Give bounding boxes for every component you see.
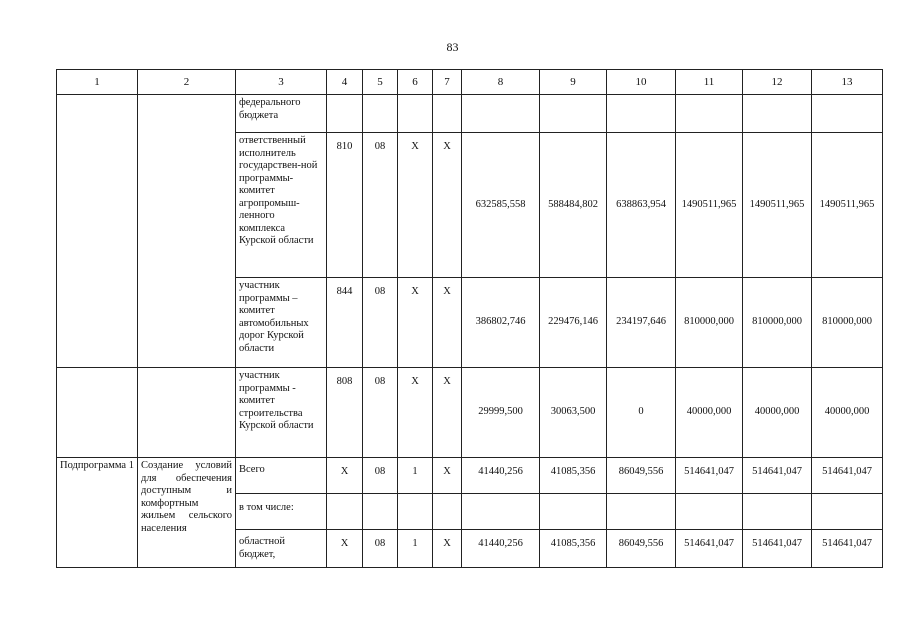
header-cell: 10 (607, 70, 676, 95)
header-cell: 1 (57, 70, 138, 95)
cell-value (676, 494, 743, 530)
cell-code: X (433, 368, 462, 458)
cell-subprogram-label: Подпрограмма 1 (57, 458, 138, 568)
cell-value: 514641,047 (743, 530, 812, 568)
cell-value: 86049,556 (607, 458, 676, 494)
cell-description: участник программы - комитет строительства Курской области (236, 368, 327, 458)
cell-value (462, 95, 540, 133)
cell-value (812, 95, 883, 133)
cell-value (676, 95, 743, 133)
cell-code: 844 (327, 278, 363, 368)
cell-value (743, 95, 812, 133)
cell-value: 0 (607, 368, 676, 458)
header-cell: 3 (236, 70, 327, 95)
cell-col2-empty (138, 95, 236, 368)
table-row (57, 368, 883, 458)
cell-subprogram-title: Создание условий для обеспечения доступным и комфортным жильем сельского населения (138, 458, 236, 568)
cell-value (812, 494, 883, 530)
cell-value: 41440,256 (462, 458, 540, 494)
cell-value (607, 95, 676, 133)
cell-code: X (398, 133, 433, 278)
cell-code: X (327, 458, 363, 494)
cell-code: 1 (398, 530, 433, 568)
cell-code: 08 (363, 530, 398, 568)
cell-value: 514641,047 (676, 530, 743, 568)
table-row (57, 458, 883, 494)
cell-code: 810 (327, 133, 363, 278)
cell-code: 08 (363, 368, 398, 458)
cell-value: 41085,356 (540, 530, 607, 568)
cell-description: Всего (236, 458, 327, 494)
header-cell: 6 (398, 70, 433, 95)
cell-value: 810000,000 (812, 278, 883, 368)
header-cell: 11 (676, 70, 743, 95)
cell-value (462, 494, 540, 530)
table-row (57, 95, 883, 133)
cell-description: в том числе: (236, 494, 327, 530)
cell-value: 40000,000 (812, 368, 883, 458)
cell-value: 40000,000 (743, 368, 812, 458)
cell-value: 1490511,965 (676, 133, 743, 278)
cell-code (398, 494, 433, 530)
page-number: 83 (446, 40, 459, 54)
cell-code: X (433, 133, 462, 278)
cell-col1-empty (57, 95, 138, 368)
cell-code: 08 (363, 133, 398, 278)
header-cell: 13 (812, 70, 883, 95)
cell-description: участник программы – комитет автомобильных дорог Курской области (236, 278, 327, 368)
header-row (57, 70, 883, 95)
cell-value: 514641,047 (812, 458, 883, 494)
header-cell: 5 (363, 70, 398, 95)
cell-code (433, 95, 462, 133)
cell-value: 638863,954 (607, 133, 676, 278)
cell-value: 514641,047 (676, 458, 743, 494)
cell-code (327, 494, 363, 530)
cell-col1-empty (57, 368, 138, 458)
cell-code: X (398, 278, 433, 368)
cell-value: 29999,500 (462, 368, 540, 458)
cell-value: 229476,146 (540, 278, 607, 368)
header-cell: 8 (462, 70, 540, 95)
cell-code (363, 494, 398, 530)
cell-code: 08 (363, 278, 398, 368)
cell-code: X (433, 458, 462, 494)
cell-value: 30063,500 (540, 368, 607, 458)
budget-table (56, 69, 883, 568)
cell-code: X (398, 368, 433, 458)
cell-code (433, 494, 462, 530)
cell-value: 86049,556 (607, 530, 676, 568)
cell-value: 1490511,965 (812, 133, 883, 278)
cell-value (540, 95, 607, 133)
cell-value (540, 494, 607, 530)
cell-description: областной бюджет, (236, 530, 327, 568)
cell-value: 514641,047 (743, 458, 812, 494)
cell-value: 588484,802 (540, 133, 607, 278)
cell-description: ответственный исполнитель государствен-ной программы-комитет агропромыш-ленного комплекса Курской области (236, 133, 327, 278)
cell-code (327, 95, 363, 133)
cell-code: X (433, 278, 462, 368)
cell-code: X (433, 530, 462, 568)
header-cell: 7 (433, 70, 462, 95)
cell-value: 632585,558 (462, 133, 540, 278)
cell-description: федерального бюджета (236, 95, 327, 133)
cell-value: 41085,356 (540, 458, 607, 494)
cell-code: 08 (363, 458, 398, 494)
cell-value: 514641,047 (812, 530, 883, 568)
cell-value: 234197,646 (607, 278, 676, 368)
header-cell: 9 (540, 70, 607, 95)
header-cell: 2 (138, 70, 236, 95)
cell-value (743, 494, 812, 530)
cell-value: 386802,746 (462, 278, 540, 368)
cell-code: 1 (398, 458, 433, 494)
cell-value: 41440,256 (462, 530, 540, 568)
cell-code: 808 (327, 368, 363, 458)
cell-value: 810000,000 (676, 278, 743, 368)
cell-value: 810000,000 (743, 278, 812, 368)
header-cell: 12 (743, 70, 812, 95)
header-cell: 4 (327, 70, 363, 95)
cell-col2-empty (138, 368, 236, 458)
cell-value (607, 494, 676, 530)
cell-value: 40000,000 (676, 368, 743, 458)
cell-value: 1490511,965 (743, 133, 812, 278)
cell-code: X (327, 530, 363, 568)
cell-code (363, 95, 398, 133)
cell-code (398, 95, 433, 133)
